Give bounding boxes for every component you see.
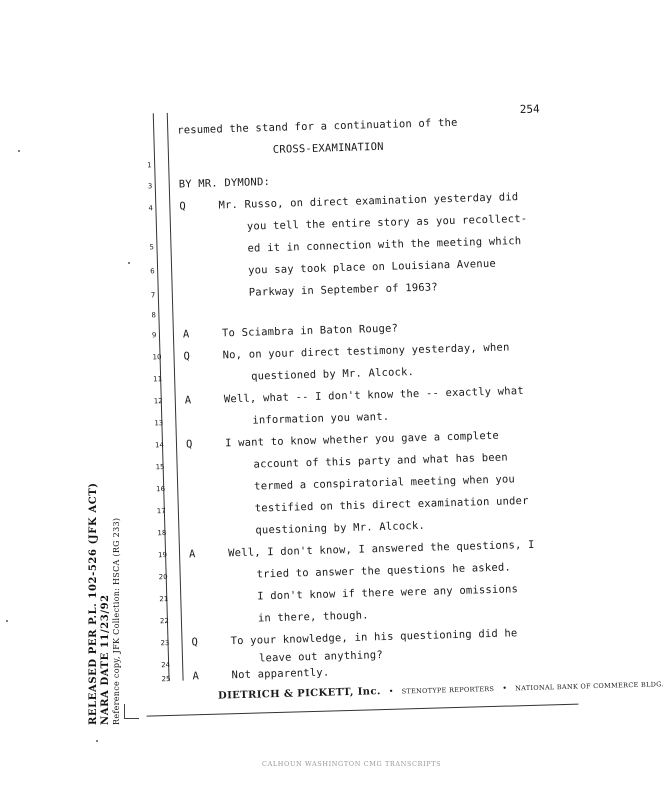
- transcript-line: Parkway in September of 1963?: [248, 281, 439, 299]
- line-number: 18: [157, 529, 167, 538]
- transcript-line: information you want.: [252, 410, 390, 427]
- transcript-line: I don't know if there were any omissions: [257, 583, 519, 603]
- line-number: 3: [147, 182, 153, 191]
- scan-speck: [18, 150, 20, 152]
- line-number: 25: [161, 674, 171, 684]
- line-number: 6: [150, 267, 155, 276]
- line-number: 20: [158, 573, 168, 582]
- transcript-line: you say took place on Louisiana Avenue: [248, 257, 497, 277]
- transcript-line: Q I want to know whether you gave a complete: [185, 429, 500, 451]
- transcript-line: BY MR. DYMOND:: [178, 176, 271, 191]
- transcript-line: you tell the entire story as you recollect-: [246, 212, 528, 233]
- transcript-line: A To Sciambra in Baton Rouge?: [182, 322, 399, 341]
- faint-bottom-text: CALHOUN WASHINGTON CMG TRANSCRIPTS: [262, 760, 442, 768]
- line-number: 14: [154, 441, 165, 450]
- scan-speck: [6, 620, 8, 622]
- transcript-line: Q Mr. Russo, on direct examination yesterday did: [179, 191, 519, 213]
- margin-rule-inner: [167, 113, 184, 681]
- transcript-line: Q To your knowledge, in his questioning did he: [191, 627, 518, 649]
- line-number: 22: [159, 617, 169, 626]
- transcript-line: leave out anything?: [258, 649, 384, 665]
- reporter-service: STENOTYPE REPORTERS: [401, 684, 495, 696]
- reporter-firm: DIETRICH & PICKETT, Inc.: [217, 686, 381, 702]
- line-number: 15: [155, 463, 165, 472]
- page-number: 254: [519, 102, 540, 117]
- line-number: 13: [154, 419, 164, 428]
- transcript-line: questioned by Mr. Alcock.: [250, 366, 415, 383]
- corner-mark: [124, 704, 139, 719]
- collection-reference: Reference copy, JFK Collection: HSCA (RG 233): [112, 517, 121, 725]
- transcript-line: in there, though.: [257, 609, 369, 625]
- section-heading: CROSS-EXAMINATION: [272, 140, 384, 156]
- line-number: 7: [150, 291, 156, 300]
- transcript-line: A Well, I don't know, I answered the questions, I: [188, 538, 535, 561]
- transcript-sheet: [122, 94, 664, 718]
- transcript-line: tried to answer the questions he asked.: [256, 561, 512, 581]
- line-number: 9: [151, 331, 157, 340]
- line-number: 5: [149, 243, 155, 252]
- transcript-line: ed it in connection with the meeting which: [247, 235, 522, 255]
- line-number: 21: [159, 595, 169, 604]
- footer-separator: •: [502, 683, 508, 693]
- line-number: 17: [156, 507, 166, 516]
- release-stamp-line: NARA DATE 11/23/92: [100, 594, 111, 725]
- line-number: 8: [151, 311, 156, 320]
- scan-speck: [128, 262, 130, 264]
- reporter-address: NATIONAL BANK OF COMMERCE BLDG.: [515, 680, 664, 693]
- transcript-line: Q No, on your direct testimony yesterday, when: [183, 341, 510, 363]
- transcript-line: A Not apparently.: [192, 666, 330, 683]
- footer-separator: •: [388, 686, 394, 696]
- transcript-line: resumed the stand for a continuation of the: [177, 116, 458, 137]
- line-number: 10: [152, 353, 162, 362]
- line-number: 24: [161, 660, 171, 670]
- line-number: 1: [147, 161, 152, 170]
- bottom-rule: [147, 704, 579, 717]
- transcript-line: account of this party and what has been: [253, 451, 509, 471]
- transcript-line: A Well, what -- I don't know the -- exactly what: [184, 385, 524, 407]
- line-number: 16: [156, 485, 166, 494]
- transcript-line: termed a conspiratorial meeting when you: [254, 473, 516, 493]
- transcript-line: testified on this direct examination under: [254, 494, 529, 515]
- release-stamp-line: RELEASED PER P.L. 102-526 (JFK ACT): [88, 482, 99, 725]
- line-number: 19: [157, 551, 168, 560]
- transcript-line: questioning by Mr. Alcock.: [255, 519, 426, 537]
- scan-speck: [96, 740, 98, 742]
- line-number: 11: [153, 375, 163, 384]
- line-number: 12: [153, 397, 163, 406]
- line-number: 23: [160, 638, 170, 648]
- line-number: 4: [148, 204, 153, 213]
